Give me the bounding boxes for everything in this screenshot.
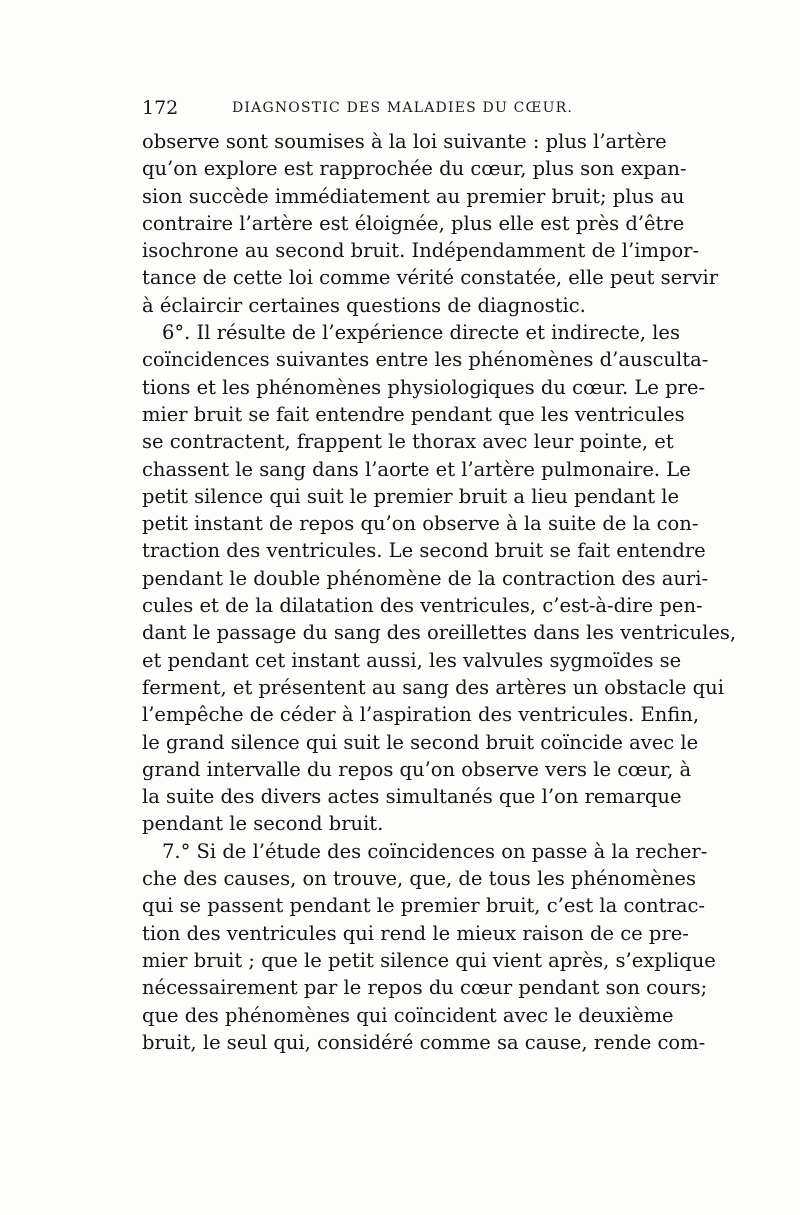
text-line: qui se passent pendant le premier bruit, c’est la contrac-	[142, 894, 705, 918]
text-line: isochrone au second bruit. Indépendamment de l’impor-	[142, 239, 700, 263]
text-line: cules et de la dilatation des ventricules, c’est-à-dire pen-	[142, 594, 703, 618]
text-line: tion des ventricules qui rend le mieux raison de ce pre-	[142, 921, 689, 945]
text-line: grand intervalle du repos qu’on observe vers le cœur, à	[142, 757, 692, 781]
text-line: petit silence qui suit le premier bruit a lieu pendant le	[142, 484, 680, 508]
text-line: tance de cette loi comme vérité constatée, elle peut servir	[142, 266, 719, 290]
text-line: nécessairement par le repos du cœur pendant son cours;	[142, 976, 708, 1000]
paragraph-start-line: 7.° Si de l’étude des coïncidences on passe à la recher-	[162, 839, 708, 863]
paragraph-end-line: à éclaircir certaines questions de diagnostic.	[142, 293, 586, 317]
text-line: observe sont soumises à la loi suivante : plus l’artère	[142, 130, 667, 153]
text-line: que des phénomènes qui coïncident avec le deuxième	[142, 1003, 674, 1027]
paragraph-end-line: pendant le second bruit.	[142, 812, 384, 836]
text-line: chassent le sang dans l’aorte et l’artère pulmonaire. Le	[142, 457, 691, 481]
text-line: coïncidences suivantes entre les phénomènes d’ausculta-	[142, 348, 709, 372]
text-line: tions et les phénomènes physiologiques du cœur. Le pre-	[142, 375, 706, 399]
text-line: le grand silence qui suit le second bruit coïncide avec le	[142, 730, 699, 754]
text-line: bruit, le seul qui, considéré comme sa cause, rende com-	[142, 1030, 706, 1054]
text-line: la suite des divers actes simultanés que l’on remarque	[142, 785, 682, 809]
text-line: contraire l’artère est éloignée, plus elle est près d’être	[142, 211, 685, 235]
text-line: sion succède immédiatement au premier bruit; plus au	[142, 184, 685, 208]
text-line: et pendant cet instant aussi, les valvules sygmoïdes se	[142, 648, 682, 672]
page-number: 172	[142, 97, 179, 119]
text-line: l’empêche de céder à l’aspiration des ventricules. Enfin,	[142, 703, 700, 727]
text-line: se contractent, frappent le thorax avec leur pointe, et	[142, 430, 674, 454]
text-line: pendant le double phénomène de la contraction des auri-	[142, 566, 709, 590]
running-title: DIAGNOSTIC DES MALADIES DU CŒUR.	[232, 100, 574, 116]
text-line: qu’on explore est rapprochée du cœur, plus son expan-	[142, 157, 687, 181]
text-line: mier bruit ; que le petit silence qui vient après, s’explique	[142, 948, 716, 972]
running-head	[142, 97, 682, 123]
text-line: dant le passage du sang des oreillettes dans les ventricules,	[142, 621, 737, 645]
text-line: mier bruit se fait entendre pendant que les ventricules	[142, 402, 685, 426]
text-line: petit instant de repos qu’on observe à la suite de la con-	[142, 512, 699, 536]
text-line: ferment, et présentent au sang des artères un obstacle qui	[142, 675, 724, 699]
paragraph-start-line: 6°. Il résulte de l’expérience directe et indirecte, les	[162, 321, 680, 345]
text-line: che des causes, on trouve, que, de tous les phénomènes	[142, 867, 696, 891]
body-text	[142, 128, 737, 1056]
text-line: traction des ventricules. Le second bruit se fait entendre	[142, 539, 706, 563]
